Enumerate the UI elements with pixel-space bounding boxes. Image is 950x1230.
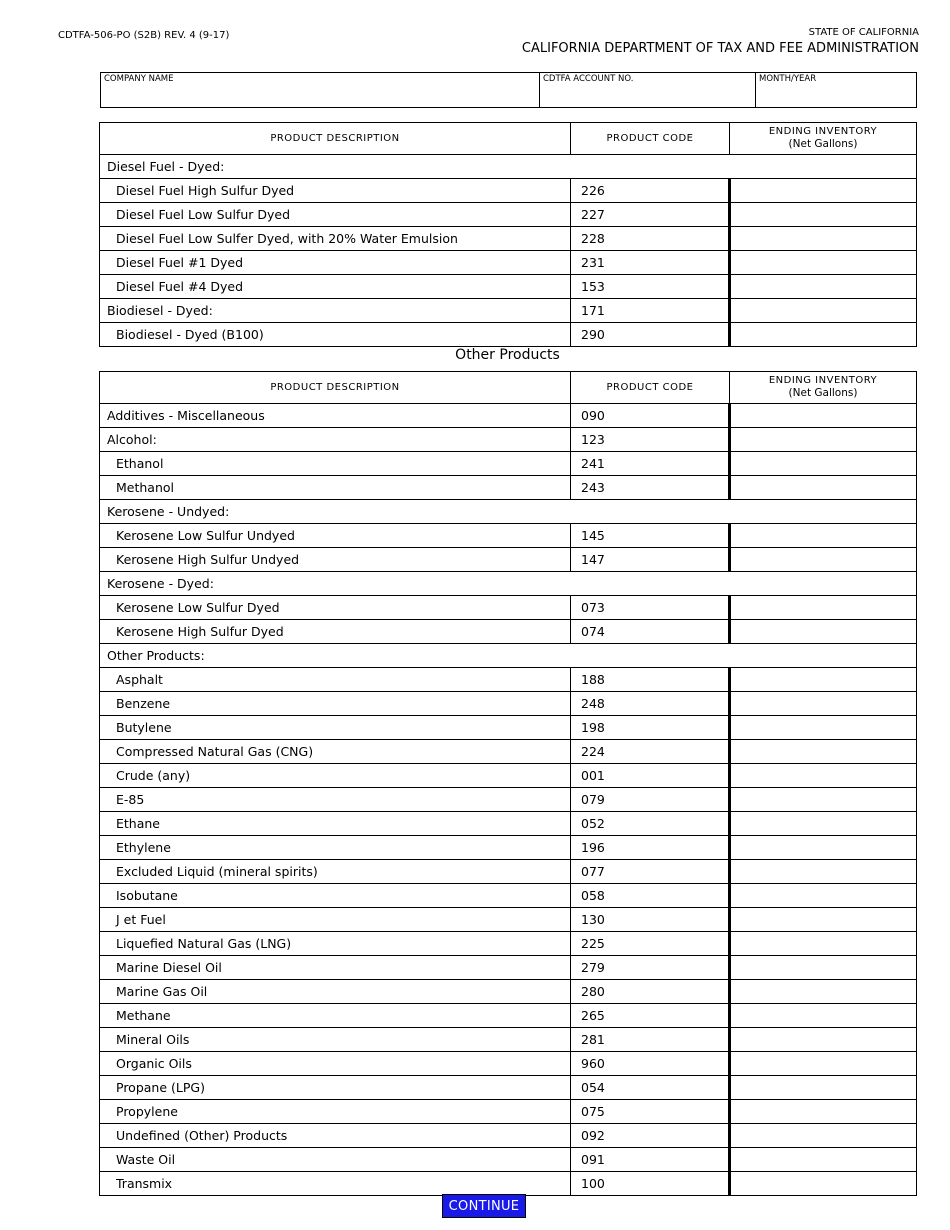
product-code: 225 bbox=[571, 932, 730, 956]
product-row bbox=[100, 620, 917, 644]
product-description: Kerosene High Sulfur Undyed bbox=[100, 548, 571, 572]
ending-inventory-input[interactable] bbox=[731, 1005, 916, 1026]
ending-inventory-input[interactable] bbox=[731, 933, 916, 954]
product-row bbox=[100, 836, 917, 860]
ending-inventory-cell bbox=[730, 812, 917, 836]
product-code: 290 bbox=[571, 323, 730, 347]
month-year-label: MONTH/YEAR bbox=[759, 74, 817, 84]
ending-inventory-input[interactable] bbox=[731, 204, 916, 225]
product-row bbox=[100, 788, 917, 812]
inventory-header-unit: (Net Gallons) bbox=[788, 138, 858, 150]
ending-inventory-cell bbox=[730, 596, 917, 620]
ending-inventory-cell bbox=[730, 179, 917, 203]
ending-inventory-input[interactable] bbox=[731, 1149, 916, 1170]
product-row bbox=[100, 251, 917, 275]
ending-inventory-cell bbox=[730, 860, 917, 884]
product-description: Benzene bbox=[100, 692, 571, 716]
product-row bbox=[100, 980, 917, 1004]
product-description: Diesel Fuel Low Sulfur Dyed bbox=[100, 203, 571, 227]
product-description: Ethanol bbox=[100, 452, 571, 476]
ending-inventory-cell bbox=[730, 1004, 917, 1028]
category-row bbox=[100, 644, 917, 668]
ending-inventory-input[interactable] bbox=[731, 525, 916, 546]
product-description: Diesel Fuel Low Sulfer Dyed, with 20% Water Emulsion bbox=[100, 227, 571, 251]
ending-inventory-input[interactable] bbox=[731, 1077, 916, 1098]
category-label: Diesel Fuel - Dyed: bbox=[100, 155, 917, 179]
product-description: Biodiesel - Dyed: bbox=[100, 299, 571, 323]
company-name-field[interactable] bbox=[104, 91, 536, 105]
product-row bbox=[100, 668, 917, 692]
account-no-field[interactable] bbox=[543, 91, 752, 105]
ending-inventory-input[interactable] bbox=[731, 597, 916, 618]
inventory-header-label: ENDING INVENTORY bbox=[768, 375, 878, 386]
ending-inventory-input[interactable] bbox=[731, 429, 916, 450]
ending-inventory-cell bbox=[730, 1172, 917, 1196]
product-description: Marine Gas Oil bbox=[100, 980, 571, 1004]
product-row bbox=[100, 404, 917, 428]
product-row bbox=[100, 1124, 917, 1148]
category-label: Other Products: bbox=[100, 644, 917, 668]
continue-button[interactable]: CONTINUE bbox=[442, 1194, 526, 1218]
company-name-label: COMPANY NAME bbox=[104, 74, 174, 84]
month-year-field[interactable] bbox=[759, 91, 913, 105]
ending-inventory-input[interactable] bbox=[731, 909, 916, 930]
ending-inventory-cell bbox=[730, 956, 917, 980]
product-code: 123 bbox=[571, 428, 730, 452]
ending-inventory-cell bbox=[730, 1100, 917, 1124]
product-code: 052 bbox=[571, 812, 730, 836]
ending-inventory-cell bbox=[730, 203, 917, 227]
ending-inventory-cell bbox=[730, 227, 917, 251]
product-row bbox=[100, 476, 917, 500]
category-label: Kerosene - Dyed: bbox=[100, 572, 917, 596]
dyed-fuel-table bbox=[99, 122, 917, 347]
product-description: Excluded Liquid (mineral spirits) bbox=[100, 860, 571, 884]
product-code: 075 bbox=[571, 1100, 730, 1124]
ending-inventory-cell bbox=[730, 1028, 917, 1052]
ending-inventory-cell bbox=[730, 251, 917, 275]
product-description: Diesel Fuel #1 Dyed bbox=[100, 251, 571, 275]
product-description: Kerosene Low Sulfur Dyed bbox=[100, 596, 571, 620]
state-label: STATE OF CALIFORNIA bbox=[808, 27, 919, 38]
product-row bbox=[100, 716, 917, 740]
product-row bbox=[100, 1076, 917, 1100]
product-description: Methane bbox=[100, 1004, 571, 1028]
product-row bbox=[100, 227, 917, 251]
ending-inventory-input[interactable] bbox=[731, 252, 916, 273]
ending-inventory-input[interactable] bbox=[731, 717, 916, 738]
ending-inventory-input[interactable] bbox=[731, 228, 916, 249]
ending-inventory-input[interactable] bbox=[731, 621, 916, 642]
product-row bbox=[100, 692, 917, 716]
product-row bbox=[100, 740, 917, 764]
product-description: Asphalt bbox=[100, 668, 571, 692]
ending-inventory-input[interactable] bbox=[731, 885, 916, 906]
ending-inventory-cell bbox=[730, 836, 917, 860]
ending-inventory-input[interactable] bbox=[731, 765, 916, 786]
ending-inventory-cell bbox=[730, 788, 917, 812]
product-code: 196 bbox=[571, 836, 730, 860]
ending-inventory-cell bbox=[730, 404, 917, 428]
product-description: Mineral Oils bbox=[100, 1028, 571, 1052]
ending-inventory-input[interactable] bbox=[731, 300, 916, 321]
product-code: 188 bbox=[571, 668, 730, 692]
ending-inventory-cell bbox=[730, 476, 917, 500]
column-header-code: PRODUCT CODE bbox=[571, 123, 730, 155]
product-description: Ethylene bbox=[100, 836, 571, 860]
product-code: 224 bbox=[571, 740, 730, 764]
product-row bbox=[100, 548, 917, 572]
product-row bbox=[100, 524, 917, 548]
account-no-cell bbox=[540, 73, 756, 107]
product-description: Organic Oils bbox=[100, 1052, 571, 1076]
product-description: Marine Diesel Oil bbox=[100, 956, 571, 980]
product-code: 058 bbox=[571, 884, 730, 908]
product-description: Biodiesel - Dyed (B100) bbox=[100, 323, 571, 347]
header-fields bbox=[100, 72, 917, 108]
product-row bbox=[100, 1100, 917, 1124]
ending-inventory-input[interactable] bbox=[731, 861, 916, 882]
column-header-inventory bbox=[730, 372, 917, 404]
product-description: E-85 bbox=[100, 788, 571, 812]
ending-inventory-cell bbox=[730, 452, 917, 476]
product-code: 091 bbox=[571, 1148, 730, 1172]
product-code: 226 bbox=[571, 179, 730, 203]
ending-inventory-cell bbox=[730, 740, 917, 764]
ending-inventory-input[interactable] bbox=[731, 981, 916, 1002]
product-description: Propane (LPG) bbox=[100, 1076, 571, 1100]
department-title: CALIFORNIA DEPARTMENT OF TAX AND FEE ADMINISTRATION bbox=[521, 41, 919, 56]
ending-inventory-input[interactable] bbox=[731, 669, 916, 690]
product-description: Compressed Natural Gas (CNG) bbox=[100, 740, 571, 764]
ending-inventory-input[interactable] bbox=[731, 180, 916, 201]
ending-inventory-input[interactable] bbox=[731, 1173, 916, 1194]
category-row bbox=[100, 155, 917, 179]
product-code: 228 bbox=[571, 227, 730, 251]
product-description: J et Fuel bbox=[100, 908, 571, 932]
product-code: 243 bbox=[571, 476, 730, 500]
product-row bbox=[100, 1148, 917, 1172]
product-row bbox=[100, 956, 917, 980]
product-code: 241 bbox=[571, 452, 730, 476]
form-id: CDTFA-506-PO (S2B) REV. 4 (9-17) bbox=[58, 30, 230, 41]
product-row bbox=[100, 428, 917, 452]
ending-inventory-cell bbox=[730, 1076, 917, 1100]
product-code: 077 bbox=[571, 860, 730, 884]
product-description: Isobutane bbox=[100, 884, 571, 908]
ending-inventory-cell bbox=[730, 716, 917, 740]
product-code: 130 bbox=[571, 908, 730, 932]
product-description: Alcohol: bbox=[100, 428, 571, 452]
product-row bbox=[100, 596, 917, 620]
product-row bbox=[100, 764, 917, 788]
product-code: 001 bbox=[571, 764, 730, 788]
ending-inventory-input[interactable] bbox=[731, 1053, 916, 1074]
product-row bbox=[100, 1028, 917, 1052]
ending-inventory-input[interactable] bbox=[731, 1029, 916, 1050]
product-row bbox=[100, 1004, 917, 1028]
product-row bbox=[100, 908, 917, 932]
category-label: Kerosene - Undyed: bbox=[100, 500, 917, 524]
section-title: Other Products bbox=[455, 347, 560, 363]
ending-inventory-cell bbox=[730, 1124, 917, 1148]
product-row bbox=[100, 275, 917, 299]
product-description: Kerosene Low Sulfur Undyed bbox=[100, 524, 571, 548]
product-row bbox=[100, 452, 917, 476]
ending-inventory-input[interactable] bbox=[731, 549, 916, 570]
product-row bbox=[100, 884, 917, 908]
ending-inventory-input[interactable] bbox=[731, 741, 916, 762]
category-row bbox=[100, 500, 917, 524]
product-description: Additives - Miscellaneous bbox=[100, 404, 571, 428]
ending-inventory-cell bbox=[730, 980, 917, 1004]
ending-inventory-cell bbox=[730, 932, 917, 956]
product-description: Diesel Fuel High Sulfur Dyed bbox=[100, 179, 571, 203]
product-row bbox=[100, 179, 917, 203]
ending-inventory-cell bbox=[730, 299, 917, 323]
product-row bbox=[100, 812, 917, 836]
product-code: 090 bbox=[571, 404, 730, 428]
product-code: 147 bbox=[571, 548, 730, 572]
product-description: Ethane bbox=[100, 812, 571, 836]
ending-inventory-input[interactable] bbox=[731, 837, 916, 858]
product-code: 198 bbox=[571, 716, 730, 740]
product-code: 227 bbox=[571, 203, 730, 227]
product-code: 231 bbox=[571, 251, 730, 275]
ending-inventory-cell bbox=[730, 908, 917, 932]
product-description: Kerosene High Sulfur Dyed bbox=[100, 620, 571, 644]
column-header-description: PRODUCT DESCRIPTION bbox=[100, 372, 571, 404]
product-code: 073 bbox=[571, 596, 730, 620]
product-code: 054 bbox=[571, 1076, 730, 1100]
product-code: 079 bbox=[571, 788, 730, 812]
product-code: 265 bbox=[571, 1004, 730, 1028]
product-code: 279 bbox=[571, 956, 730, 980]
ending-inventory-cell bbox=[730, 620, 917, 644]
ending-inventory-input[interactable] bbox=[731, 813, 916, 834]
ending-inventory-cell bbox=[730, 548, 917, 572]
other-products-table bbox=[99, 371, 917, 1196]
ending-inventory-input[interactable] bbox=[731, 477, 916, 498]
account-no-label: CDTFA ACCOUNT NO. bbox=[543, 74, 634, 84]
product-code: 281 bbox=[571, 1028, 730, 1052]
column-header-description: PRODUCT DESCRIPTION bbox=[100, 123, 571, 155]
ending-inventory-cell bbox=[730, 323, 917, 347]
inventory-header-unit: (Net Gallons) bbox=[788, 387, 858, 399]
ending-inventory-cell bbox=[730, 524, 917, 548]
ending-inventory-input[interactable] bbox=[731, 324, 916, 345]
product-description: Crude (any) bbox=[100, 764, 571, 788]
product-code: 960 bbox=[571, 1052, 730, 1076]
product-description: Transmix bbox=[100, 1172, 571, 1196]
product-description: Liquefied Natural Gas (LNG) bbox=[100, 932, 571, 956]
ending-inventory-input[interactable] bbox=[731, 957, 916, 978]
product-code: 248 bbox=[571, 692, 730, 716]
product-code: 100 bbox=[571, 1172, 730, 1196]
product-description: Butylene bbox=[100, 716, 571, 740]
product-row bbox=[100, 932, 917, 956]
column-header-inventory bbox=[730, 123, 917, 155]
product-code: 171 bbox=[571, 299, 730, 323]
product-description: Undefined (Other) Products bbox=[100, 1124, 571, 1148]
product-code: 074 bbox=[571, 620, 730, 644]
ending-inventory-cell bbox=[730, 1052, 917, 1076]
product-row bbox=[100, 299, 917, 323]
column-header-code: PRODUCT CODE bbox=[571, 372, 730, 404]
product-description: Methanol bbox=[100, 476, 571, 500]
ending-inventory-cell bbox=[730, 428, 917, 452]
product-code: 153 bbox=[571, 275, 730, 299]
product-row bbox=[100, 1172, 917, 1196]
product-row bbox=[100, 1052, 917, 1076]
company-name-cell bbox=[101, 73, 540, 107]
ending-inventory-input[interactable] bbox=[731, 405, 916, 426]
product-description: Waste Oil bbox=[100, 1148, 571, 1172]
ending-inventory-cell bbox=[730, 668, 917, 692]
category-row bbox=[100, 572, 917, 596]
ending-inventory-cell bbox=[730, 884, 917, 908]
product-row bbox=[100, 860, 917, 884]
ending-inventory-input[interactable] bbox=[731, 276, 916, 297]
month-year-cell bbox=[756, 73, 916, 107]
product-row bbox=[100, 323, 917, 347]
inventory-header-label: ENDING INVENTORY bbox=[768, 126, 878, 137]
ending-inventory-input[interactable] bbox=[731, 789, 916, 810]
product-description: Propylene bbox=[100, 1100, 571, 1124]
product-code: 280 bbox=[571, 980, 730, 1004]
ending-inventory-input[interactable] bbox=[731, 453, 916, 474]
ending-inventory-input[interactable] bbox=[731, 693, 916, 714]
ending-inventory-cell bbox=[730, 764, 917, 788]
ending-inventory-input[interactable] bbox=[731, 1125, 916, 1146]
product-description: Diesel Fuel #4 Dyed bbox=[100, 275, 571, 299]
product-code: 145 bbox=[571, 524, 730, 548]
ending-inventory-cell bbox=[730, 1148, 917, 1172]
ending-inventory-cell bbox=[730, 275, 917, 299]
ending-inventory-input[interactable] bbox=[731, 1101, 916, 1122]
product-row bbox=[100, 203, 917, 227]
product-code: 092 bbox=[571, 1124, 730, 1148]
ending-inventory-cell bbox=[730, 692, 917, 716]
